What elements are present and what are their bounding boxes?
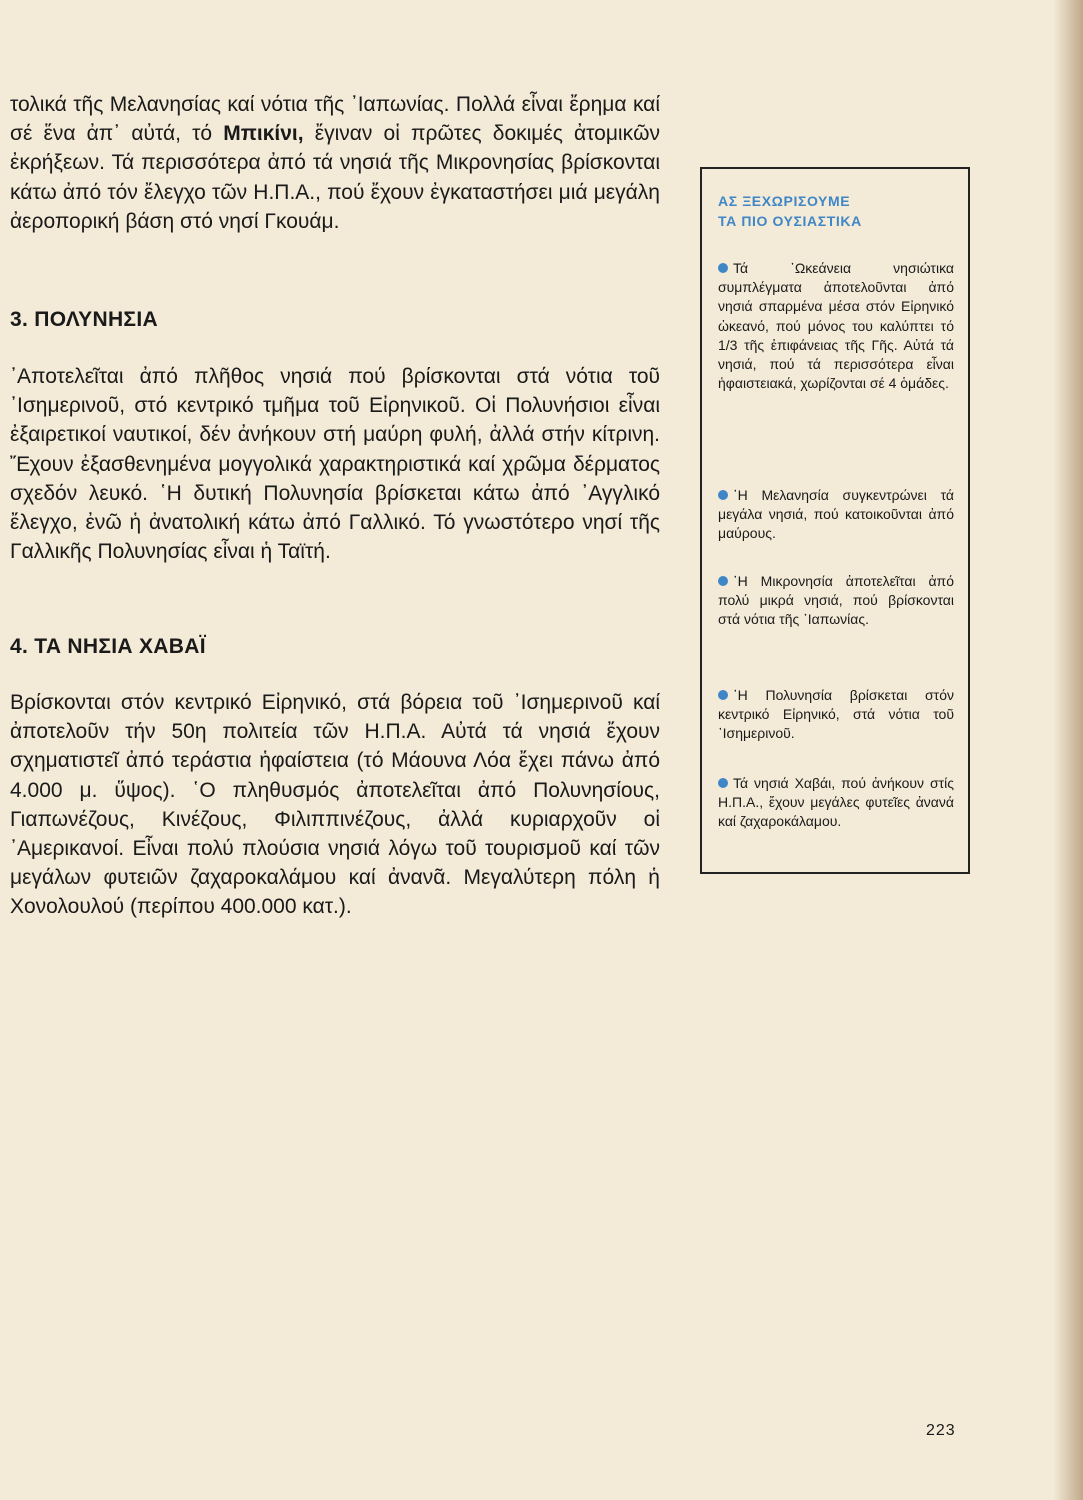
bullet-dot-icon — [718, 690, 728, 700]
summary-item — [718, 259, 954, 393]
bullet-dot-icon — [718, 778, 728, 788]
summary-item — [718, 774, 954, 832]
summary-item-text: Τά ᾿Ωκεάνεια νησιώτικα συμπλέγματα ἀποτελοῦνται ἀπό νησιά σπαρμένα μέσα στόν Εἰρηνικό ὠκεανό, πού μόνος του καλύπτει τό 1/3 τῆς ἐπιφάνειας τῆς Γῆς. Αὐτά τά νησιά, πού τά περισσότερα εἶναι ἡφαιστειακά, χωρίζονται σέ 4 ὁμάδες. — [718, 260, 954, 392]
page-number: 223 — [926, 1422, 956, 1439]
summary-item-text: Τά νησιά Χαβάι, πού ἀνήκουν στίς Η.Π.Α., ἔχουν μεγάλες φυτεῖες ἀνανά καί ζαχαροκάλαμου. — [718, 775, 954, 830]
bullet-dot-icon — [718, 490, 728, 500]
bold-term-bikini: Μπικίνι, — [223, 122, 304, 146]
summary-title — [718, 191, 950, 231]
paragraph-text: τολικά τῆς Μελανησίας καί νότια τῆς ᾿Ιαπωνίας. Πολλά εἶναι ἔρημα καί σέ ἕνα ἀπ᾿ αὐτά, τό — [10, 93, 660, 146]
summary-item-text: ῾Η Πολυνησία βρίσκεται στόν κεντρικό Εἰρηνικό, στά νότια τοῦ ᾿Ισημερινοῦ. — [718, 687, 954, 742]
summary-item — [718, 686, 954, 744]
summary-item-text: ῾Η Μελανησία συγκεντρώνει τά μεγάλα νησιά, πού κατοικοῦνται ἀπό μαύρους. — [718, 487, 954, 542]
heading-polynesia: 3. ΠΟΛΥΝΗΣΙΑ — [10, 308, 158, 331]
paragraph-polynesia: ᾿Αποτελεῖται ἀπό πλῆθος νησιά πού βρίσκονται στά νότια τοῦ ᾿Ισημερινοῦ, στό κεντρικό τμῆμα τοῦ Εἰρηνικοῦ. Οἱ Πολυνήσιοι εἶναι ἐξαιρετικοί ναυτικοί, δέν ἀνήκουν στή μαύρη φυλή, ἀλλά στήν κίτρινη. Ἔχουν ἐξασθενημένα μογγολικά χαρακτηριστικά καί χρῶμα δέρματος σχεδόν λευκό. ῾Η δυτική Πολυνησία βρίσκεται κάτω ἀπό ᾿Αγγλικό ἔλεγχο, ἐνῶ ἡ ἀνατολική κάτω ἀπό Γαλλικό. Τό γνωστότερο νησί τῆς Γαλλικῆς Πολυνησίας εἶναι ἡ Ταϊτή. — [10, 365, 660, 564]
paragraph-text: ἔγιναν οἱ πρῶτες δοκιμές ἀτομικῶν ἐκρήξεων. Τά περισσότερα ἀπό τά νησιά τῆς Μικρονησίας βρίσκονται κάτω ἀπό τόν ἔλεγχο τῶν Η.Π.Α., πού ἔχουν ἐγκαταστήσει μιά μεγάλη ἀεροπορική βάση στό νησί Γκουάμ. — [10, 122, 660, 233]
page-edge-shadow — [1053, 0, 1083, 1500]
summary-item — [718, 486, 954, 544]
heading-hawaii: 4. ΤΑ ΝΗΣΙΑ ΧΑΒΑΪ — [10, 635, 206, 658]
paragraph-hawaii: Βρίσκονται στόν κεντρικό Εἰρηνικό, στά βόρεια τοῦ ᾿Ισημερινοῦ καί ἀποτελοῦν τήν 50η πολιτεία τῶν Η.Π.Α. Αὐτά τά νησιά ἔχουν σχηματιστεῖ ἀπό τεράστια ἡφαίστεια (τό Μάουνα Λόα ἔχει πάνω ἀπό 4.000 μ. ὕψος). ῾Ο πληθυσμός ἀποτελεῖται ἀπό Πολυνησίους, Γιαπωνέζους, Κινέζους, Φιλιππινέζους, ἀλλά κυριαρχοῦν οἱ ᾿Αμερικανοί. Εἶναι πολύ πλούσια νησιά λόγω τοῦ τουρισμοῦ καί τῶν μεγάλων φυτειῶν ζαχαροκαλάμου καί ἀνανᾶ. Μεγαλύτερη πόλη ἡ Χονολουλού (περίπου 400.000 κατ.). — [10, 691, 660, 919]
summary-item-text: ῾Η Μικρονησία ἀποτελεῖται ἀπό πολύ μικρά νησιά, πού βρίσκονται στά νότια τῆς ᾿Ιαπωνίας. — [718, 573, 954, 628]
summary-box — [700, 167, 970, 874]
summary-title-line: ΤΑ ΠΙΟ ΟΥΣΙΑΣΤΙΚΑ — [718, 213, 862, 229]
bullet-dot-icon — [718, 576, 728, 586]
bullet-dot-icon — [718, 263, 728, 273]
summary-title-line: ΑΣ ΞΕΧΩΡΙΣΟΥΜΕ — [718, 193, 851, 209]
paragraph-micronesia — [10, 90, 660, 236]
summary-item — [718, 572, 954, 630]
